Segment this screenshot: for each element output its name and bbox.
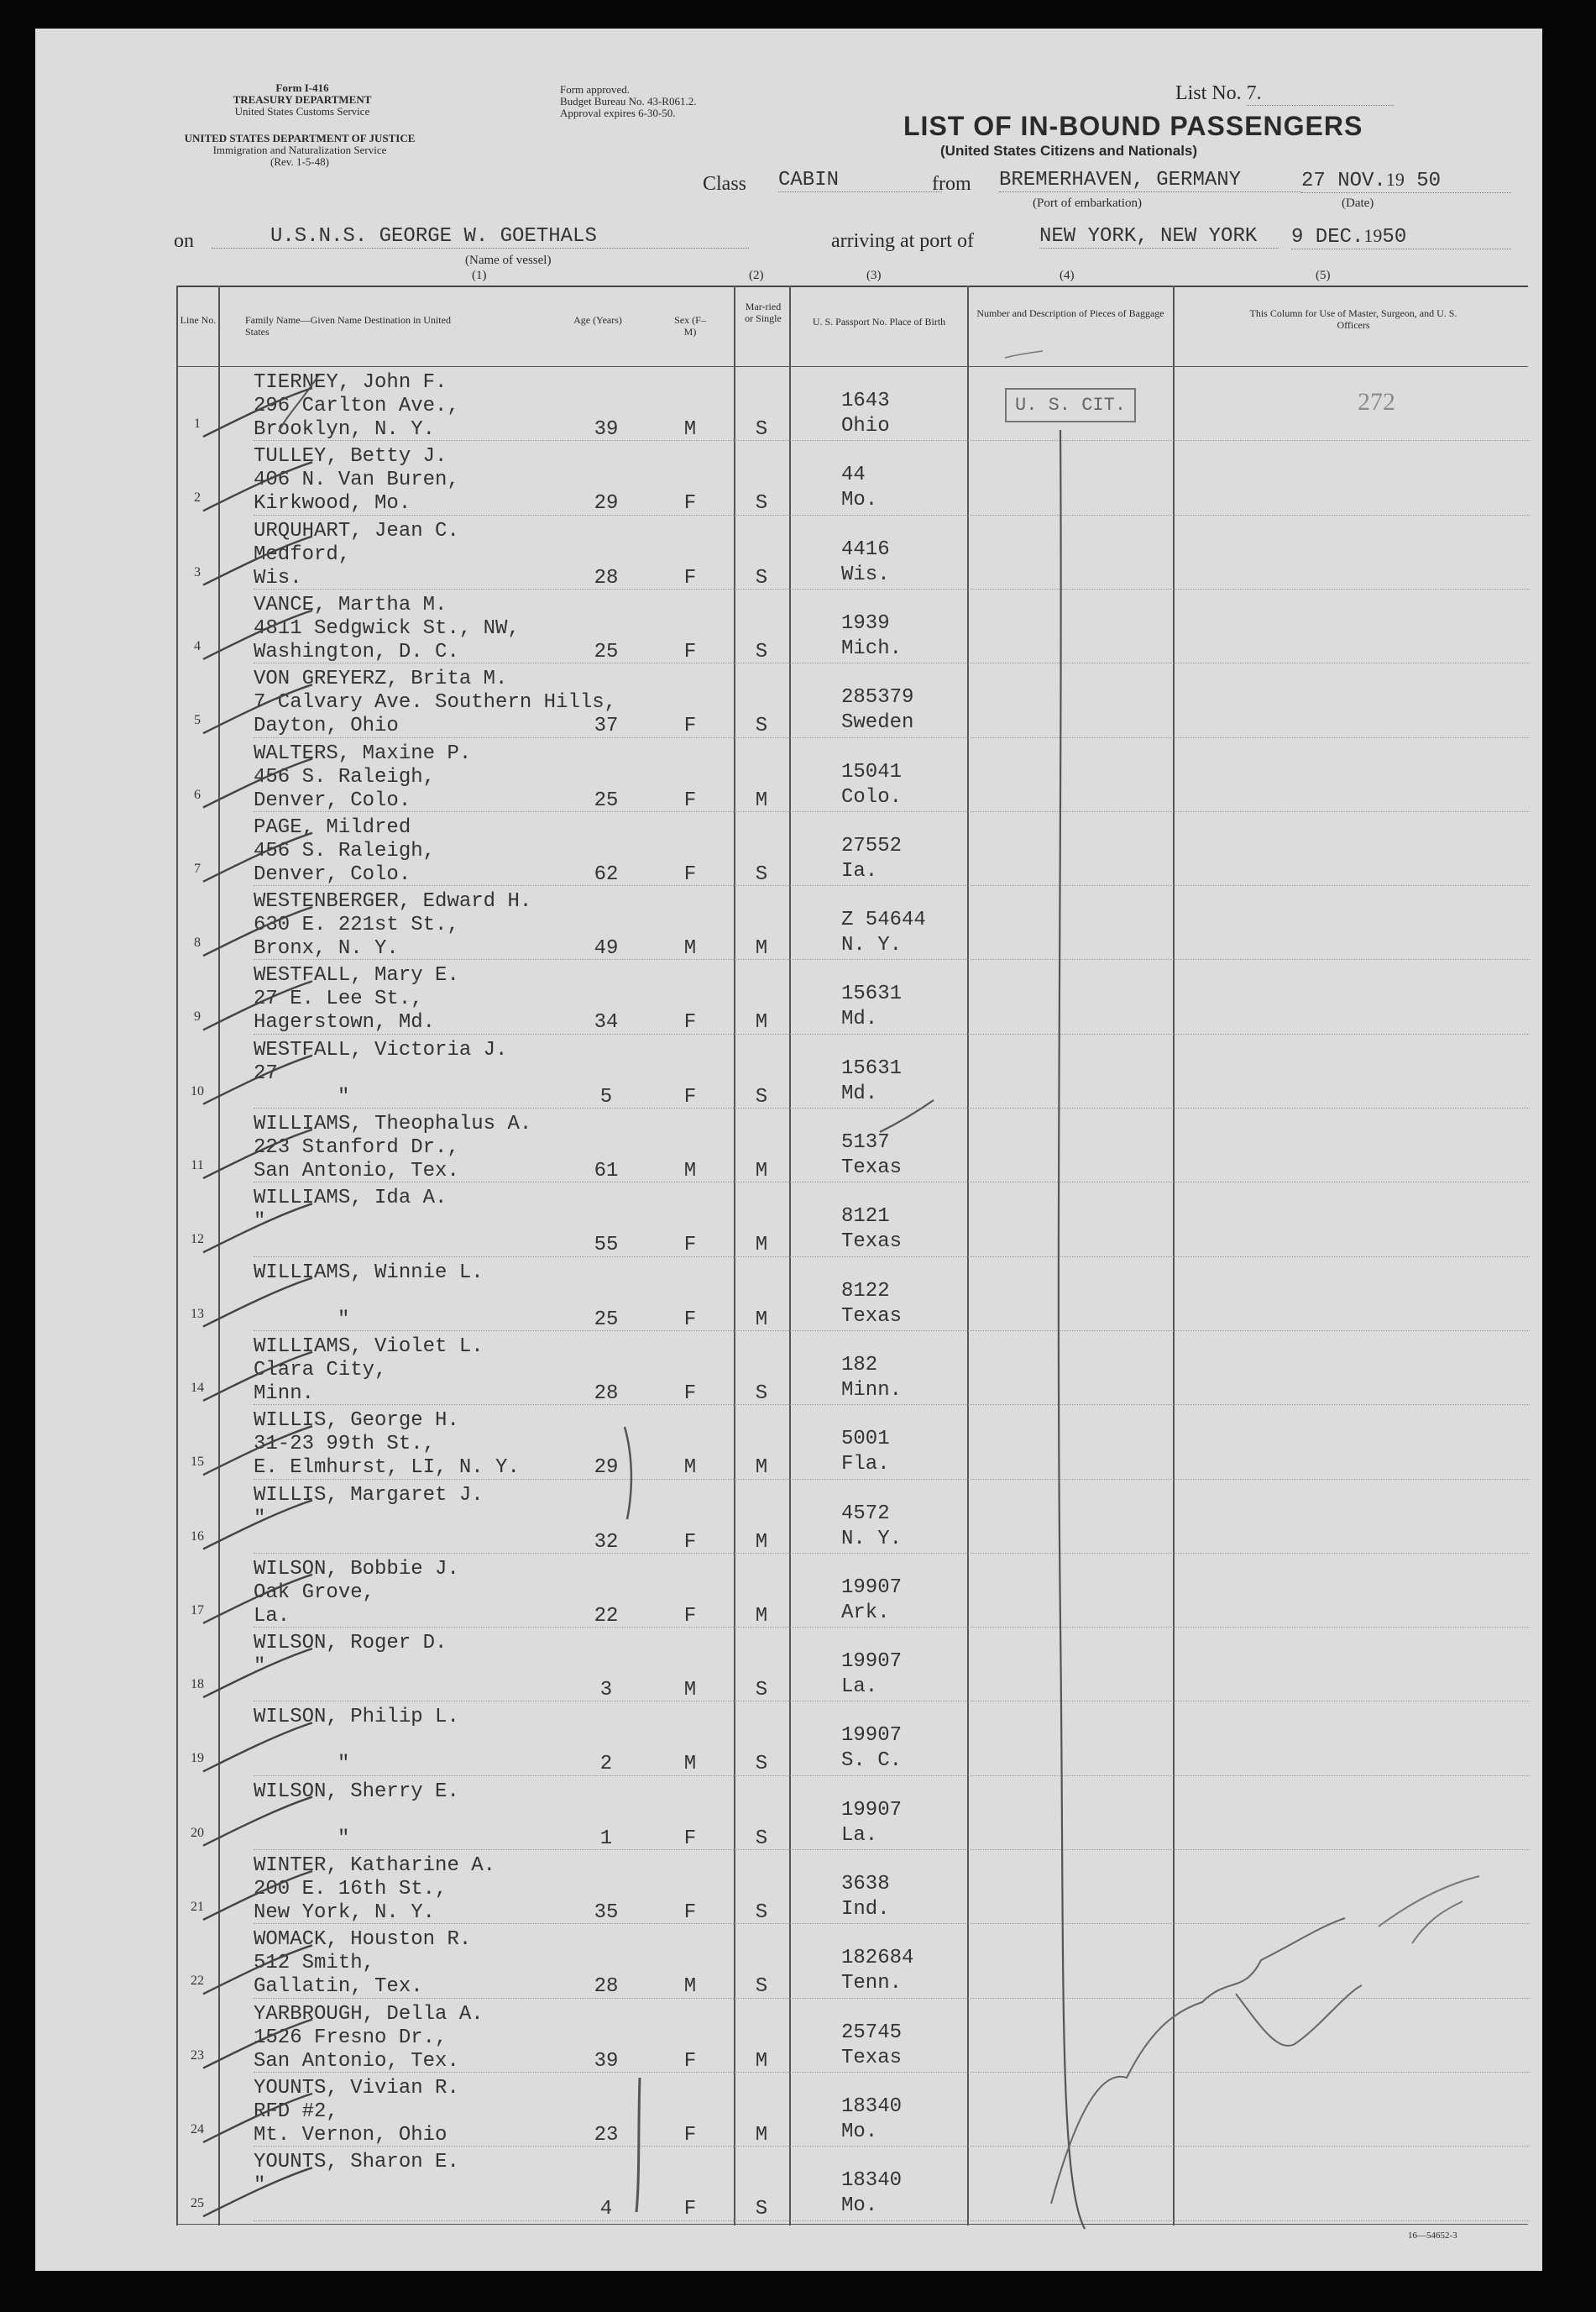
passenger-name: WESTFALL, Victoria J. [254, 1038, 508, 1062]
passenger-sex: F [683, 1827, 697, 1850]
passenger-name: WILLIAMS, Winnie L. [254, 1261, 484, 1284]
passenger-age: 4 [599, 2198, 613, 2221]
place-of-birth: Tenn. [841, 1972, 903, 1995]
passport-number: 4416 [841, 537, 890, 561]
passenger-marital-status: M [755, 789, 768, 812]
passenger-address-line1: " [254, 1507, 266, 1530]
passenger-sex: F [683, 1234, 697, 1257]
page-subtitle: (United States Citizens and Nationals) [940, 143, 1198, 159]
place-of-birth: N. Y. [841, 934, 903, 957]
passenger-age: 34 [594, 1011, 619, 1035]
passenger-address-line2: Kirkwood, Mo. [254, 492, 411, 516]
passenger-marital-status: S [755, 492, 768, 516]
row-divider [254, 1849, 1530, 1850]
col-header-married: Mar-ried or Single [745, 301, 782, 324]
passenger-address-line1: 456 S. Raleigh, [254, 765, 436, 789]
passenger-name: WESTFALL, Mary E. [254, 964, 459, 988]
passenger-marital-status: S [755, 418, 768, 441]
passenger-age: 29 [594, 1456, 619, 1480]
passport-number: 19907 [841, 1724, 903, 1748]
passenger-name: WILLIAMS, Violet L. [254, 1334, 484, 1358]
passenger-marital-status: S [755, 1085, 768, 1109]
place-of-birth: La. [841, 1675, 878, 1699]
passenger-sex: F [683, 2198, 697, 2221]
passenger-address-line2: Hagerstown, Md. [254, 1011, 436, 1035]
passenger-sex: M [683, 1456, 697, 1480]
passenger-age: 29 [594, 492, 619, 516]
passenger-address-line1: 512 Smith, [254, 1952, 375, 1975]
passenger-address-line2: San Antonio, Tex. [254, 2049, 459, 2073]
row-divider [254, 440, 1530, 441]
col-number-3: (3) [866, 269, 882, 282]
passenger-marital-status: M [755, 2049, 768, 2073]
passenger-marital-status: S [755, 1827, 768, 1850]
line-number: 20 [191, 1825, 204, 1840]
passenger-sex: F [683, 862, 697, 886]
passenger-address-line1: 200 E. 16th St., [254, 1878, 447, 1900]
arrival-port: NEW YORK, NEW YORK [1039, 225, 1279, 249]
passenger-marital-status: S [755, 1679, 768, 1702]
passport-number: 18340 [841, 2094, 903, 2118]
passenger-age: 32 [594, 1530, 619, 1554]
passenger-sex: F [683, 1901, 697, 1924]
col-header-passport: U. S. Passport No. Place of Birth [812, 316, 946, 328]
row-divider [254, 1479, 1530, 1480]
passenger-address-line1: 27 [254, 1062, 278, 1085]
place-of-birth: Texas [841, 2046, 903, 2069]
passenger-age: 5 [599, 1085, 613, 1109]
row-divider [254, 1256, 1530, 1257]
passenger-age: 61 [594, 1160, 619, 1182]
row-divider [254, 589, 1530, 590]
passenger-sex: M [683, 418, 697, 441]
passenger-sex: F [683, 566, 697, 590]
passenger-name: YOUNTS, Sharon E. [254, 2151, 459, 2174]
passenger-age: 25 [594, 1308, 619, 1331]
place-of-birth: Mich. [841, 637, 903, 660]
passenger-name: WILSON, Philip L. [254, 1706, 459, 1729]
row-divider [254, 811, 1530, 812]
line-no-divider [218, 286, 220, 2225]
passenger-age: 28 [594, 1381, 619, 1405]
passenger-address-line1: 4811 Sedgwick St., NW, [254, 616, 520, 640]
passenger-sex: F [683, 715, 697, 738]
us-citizen-stamp: U. S. CIT. [1005, 388, 1136, 422]
passenger-address-line1: Oak Grove, [254, 1581, 375, 1604]
passenger-age: 25 [594, 640, 619, 663]
passport-number: 8121 [841, 1205, 890, 1229]
passenger-address-line2: Wis. [254, 566, 302, 590]
approval-block [560, 84, 696, 119]
passport-number: Z 54644 [841, 909, 926, 932]
passenger-marital-status: M [755, 1308, 768, 1331]
row-divider [254, 515, 1530, 516]
line-number: 21 [191, 1900, 204, 1914]
line-number: 2 [194, 490, 201, 506]
row-divider [254, 2146, 1530, 2147]
passenger-marital-status: M [755, 1530, 768, 1554]
arrival-day-month: 9 DEC. [1291, 226, 1364, 249]
passenger-sex: M [683, 1160, 697, 1182]
passenger-marital-status: M [755, 1160, 768, 1182]
passenger-address-line2: " [338, 1827, 350, 1850]
passenger-name: WOMACK, Houston R. [254, 1928, 472, 1952]
line-number: 17 [191, 1602, 204, 1617]
place-of-birth: Ia. [841, 859, 878, 883]
row-divider [254, 1553, 1530, 1554]
footer-code: 16—54652-3 [1408, 2231, 1457, 2241]
passport-number: 44 [841, 464, 866, 487]
arriving-label: arriving at port of [831, 230, 974, 252]
place-of-birth: Mo. [841, 489, 878, 512]
passenger-address-line1: 630 E. 221st St., [254, 914, 459, 937]
passport-number: 18340 [841, 2169, 903, 2193]
on-label: on [174, 230, 194, 252]
passenger-sex: F [683, 1085, 697, 1109]
line-number: 4 [194, 638, 201, 653]
passport-number: 182 [841, 1353, 878, 1376]
line-number: 24 [191, 2121, 204, 2136]
passenger-address-line1: 296 Carlton Ave., [254, 395, 459, 417]
officer-number: 272 [1358, 388, 1395, 416]
place-of-birth: Ind. [841, 1898, 890, 1921]
passenger-address-line2: Denver, Colo. [254, 862, 411, 886]
passenger-marital-status: S [755, 1975, 768, 1999]
passenger-name: VON GREYERZ, Brita M. [254, 668, 508, 691]
line-number: 1 [194, 417, 201, 431]
passenger-name: YOUNTS, Vivian R. [254, 2076, 459, 2100]
passenger-age: 1 [599, 1827, 613, 1850]
approval-line: Form approved. [560, 83, 631, 96]
passenger-marital-status: S [755, 1901, 768, 1924]
line-number: 25 [191, 2196, 204, 2211]
passport-number: 5001 [841, 1428, 890, 1451]
doj-block [170, 133, 430, 168]
passenger-sex: F [683, 1011, 697, 1035]
place-of-birth: Ark. [841, 1601, 890, 1624]
passenger-address-line2: San Antonio, Tex. [254, 1160, 459, 1182]
col-number-5: (5) [1316, 269, 1331, 282]
passport-number: 15631 [841, 983, 903, 1006]
col-header-sex: Sex (F–M) [674, 314, 706, 338]
manifest-page [35, 29, 1542, 2271]
passport-number: 3638 [841, 1873, 890, 1895]
port-caption: (Port of embarkation) [1033, 197, 1142, 210]
line-number: 12 [191, 1232, 204, 1247]
row-divider [254, 2220, 1530, 2221]
place-of-birth: La. [841, 1823, 878, 1847]
passenger-name: WESTENBERGER, Edward H. [254, 890, 532, 914]
col-header-line-no: Line No. [180, 314, 217, 326]
passenger-address-line1: " [254, 1655, 266, 1679]
ins-label: Immigration and Naturalization Service [212, 144, 387, 156]
col-number-4: (4) [1060, 269, 1075, 282]
passenger-address-line2: Gallatin, Tex. [254, 1975, 423, 1999]
passenger-sex: M [683, 1753, 697, 1776]
passenger-address-line1: 31-23 99th St., [254, 1433, 436, 1456]
row-divider [254, 2072, 1530, 2073]
passenger-age: 39 [594, 2049, 619, 2073]
passenger-address-line2: Mt. Vernon, Ohio [254, 2123, 447, 2147]
col-header-officers: This Column for Use of Master, Surgeon, and U. S. Officers [1249, 307, 1457, 331]
col-header-name: Family Name—Given Name Destination in United States [245, 314, 451, 338]
passenger-marital-status: S [755, 640, 768, 663]
passenger-address-line1: 406 N. Van Buren, [254, 469, 459, 492]
row-divider [254, 737, 1530, 738]
row-divider [254, 1998, 1530, 1999]
place-of-birth: Fla. [841, 1453, 890, 1476]
rev-label: (Rev. 1-5-48) [270, 155, 329, 168]
passenger-address-line1: 7 Calvary Ave. Southern Hills, [254, 691, 617, 715]
treasury-label: TREASURY DEPARTMENT [233, 93, 372, 106]
line-number: 19 [191, 1751, 204, 1766]
line-number: 22 [191, 1974, 204, 1989]
passenger-address-line2: E. Elmhurst, LI, N. Y. [254, 1456, 520, 1480]
line-number: 5 [194, 713, 201, 728]
departure-day-month: 27 NOV. [1301, 170, 1386, 192]
passenger-name: WILLIS, George H. [254, 1409, 459, 1433]
passport-number: 1939 [841, 611, 890, 635]
passenger-age: 3 [599, 1679, 613, 1702]
table-left-border [176, 286, 178, 2225]
passenger-age: 28 [594, 1975, 619, 1999]
passenger-address-line2: Denver, Colo. [254, 789, 411, 812]
place-of-birth: Texas [841, 1304, 903, 1328]
passenger-address-line1: 27 E. Lee St., [254, 988, 423, 1011]
line-number: 10 [191, 1083, 204, 1098]
passenger-address-line2: " [338, 1308, 350, 1331]
from-label: from [932, 173, 971, 195]
passenger-name: WILSON, Roger D. [254, 1632, 447, 1655]
table-header-rule [176, 366, 1528, 367]
row-divider [254, 1627, 1530, 1628]
passenger-marital-status: S [755, 1381, 768, 1405]
passenger-sex: F [683, 2049, 697, 2073]
class-value: CABIN [778, 169, 942, 192]
col-header-baggage: Number and Description of Pieces of Baggage [976, 307, 1164, 319]
passenger-name: VANCE, Martha M. [254, 593, 447, 616]
passport-number: 19907 [841, 1798, 903, 1822]
passenger-sex: M [683, 1975, 697, 1999]
passport-number: 19907 [841, 1650, 903, 1674]
passenger-address-line1: " [254, 2174, 266, 2198]
col-number-2: (2) [749, 269, 764, 282]
passenger-address-line1: Medford, [254, 543, 351, 566]
row-divider [254, 959, 1530, 960]
place-of-birth: Minn. [841, 1378, 903, 1402]
passenger-marital-status: S [755, 862, 768, 886]
passenger-name: WILSON, Bobbie J. [254, 1557, 459, 1581]
passport-number: 285379 [841, 686, 914, 710]
page-title: LIST OF IN-BOUND PASSENGERS [903, 111, 1363, 141]
passenger-sex: F [683, 2123, 697, 2147]
passenger-age: 62 [594, 862, 619, 886]
place-of-birth: Colo. [841, 785, 903, 809]
doj-label: UNITED STATES DEPARTMENT OF JUSTICE [184, 132, 416, 144]
row-divider [254, 1330, 1530, 1331]
departure-year-prefix: 19 [1385, 169, 1405, 190]
place-of-birth: Wis. [841, 563, 890, 586]
list-no-label: List No. [1175, 82, 1242, 104]
passenger-sex: F [683, 1381, 697, 1405]
passport-number: 19907 [841, 1575, 903, 1599]
passenger-age: 37 [594, 715, 619, 738]
passenger-marital-status: S [755, 566, 768, 590]
passenger-name: URQUHART, Jean C. [254, 519, 459, 543]
line-number: 7 [194, 861, 201, 876]
table-bottom-rule [176, 2224, 1528, 2225]
passenger-marital-status: M [755, 2123, 768, 2147]
passenger-address-line1: 1526 Fresno Dr., [254, 2026, 447, 2049]
passport-number: 4572 [841, 1502, 890, 1525]
passenger-sex: F [683, 1604, 697, 1628]
row-divider [254, 885, 1530, 886]
passenger-name: PAGE, Mildred [254, 815, 411, 839]
passenger-age: 55 [594, 1234, 619, 1257]
passenger-name: WILLIS, Margaret J. [254, 1483, 484, 1507]
arrival-year-suffix: 50 [1382, 226, 1407, 249]
line-number: 14 [191, 1380, 204, 1395]
passenger-sex: F [683, 640, 697, 663]
passenger-marital-status: M [755, 1456, 768, 1480]
place-of-birth: Md. [841, 1008, 878, 1031]
place-of-birth: Texas [841, 1230, 903, 1254]
customs-label: United States Customs Service [234, 105, 370, 118]
passenger-age: 39 [594, 418, 619, 441]
passenger-marital-status: M [755, 1011, 768, 1035]
passenger-sex: F [683, 1530, 697, 1554]
table-top-rule [176, 286, 1528, 287]
passenger-age: 22 [594, 1604, 619, 1628]
passport-number: 8122 [841, 1279, 890, 1303]
port-of-embarkation: BREMERHAVEN, GERMANY [999, 169, 1301, 192]
row-divider [254, 1108, 1530, 1109]
passenger-address-line2: Dayton, Ohio [254, 715, 399, 738]
departure-year-suffix: 50 [1416, 170, 1442, 192]
passenger-age: 49 [594, 937, 619, 961]
passenger-sex: F [683, 1308, 697, 1331]
passenger-name: WILSON, Sherry E. [254, 1780, 459, 1803]
row-divider [254, 1775, 1530, 1776]
class-label: Class [703, 173, 747, 195]
passenger-age: 25 [594, 789, 619, 812]
departure-date [1301, 169, 1511, 193]
passenger-age: 23 [594, 2123, 619, 2147]
col-number-1: (1) [472, 269, 487, 282]
passenger-name: WILLIAMS, Ida A. [254, 1187, 447, 1210]
passenger-name: WALTERS, Maxine P. [254, 742, 472, 765]
place-of-birth: Md. [841, 1082, 878, 1105]
form-number: Form I-416 [275, 81, 329, 94]
passenger-marital-status: M [755, 937, 768, 961]
approval-line: Approval expires 6-30-50. [560, 107, 676, 119]
vessel-name: U.S.N.S. GEORGE W. GOETHALS [212, 225, 749, 249]
row-divider [254, 1923, 1530, 1924]
place-of-birth: Mo. [841, 2194, 878, 2218]
passenger-address-line1: " [254, 1210, 266, 1234]
passenger-marital-status: S [755, 2198, 768, 2221]
line-number: 6 [194, 787, 201, 802]
passport-number: 27552 [841, 834, 903, 857]
passport-number: 1643 [841, 390, 890, 412]
place-of-birth: Texas [841, 1156, 903, 1179]
passenger-age: 2 [599, 1753, 613, 1776]
line-number: 11 [191, 1158, 204, 1172]
passenger-address-line1: 456 S. Raleigh, [254, 839, 436, 862]
vessel-caption: (Name of vessel) [465, 254, 552, 267]
place-of-birth: Sweden [841, 711, 914, 735]
passenger-sex: F [683, 789, 697, 812]
passenger-sex: M [683, 937, 697, 961]
line-number: 8 [194, 936, 201, 951]
passenger-address-line2: Brooklyn, N. Y. [254, 418, 436, 441]
passenger-marital-status: S [755, 1753, 768, 1776]
passenger-marital-status: S [755, 715, 768, 738]
arrival-year-prefix: 19 [1363, 225, 1383, 246]
passenger-address-line2: " [338, 1753, 350, 1776]
passenger-marital-status: M [755, 1234, 768, 1257]
line-number: 23 [191, 2047, 204, 2063]
passenger-age: 35 [594, 1901, 619, 1924]
passenger-name: TIERNEY, John F. [254, 371, 447, 394]
passenger-sex: F [683, 492, 697, 516]
passenger-address-line2: New York, N. Y. [254, 1901, 436, 1924]
passenger-name: TULLEY, Betty J. [254, 445, 447, 469]
line-number: 9 [194, 1009, 201, 1025]
passenger-sex: M [683, 1679, 697, 1702]
passenger-address-line2: La. [254, 1604, 290, 1628]
place-of-birth: Mo. [841, 2120, 878, 2143]
line-number: 13 [191, 1306, 204, 1321]
passenger-marital-status: M [755, 1604, 768, 1628]
row-divider [254, 1034, 1530, 1035]
line-number: 3 [194, 564, 201, 579]
place-of-birth: S. C. [841, 1749, 903, 1773]
place-of-birth: N. Y. [841, 1527, 903, 1550]
passport-number: 25745 [841, 2021, 903, 2044]
passport-number: 5137 [841, 1131, 890, 1154]
col-header-age: Age (Years) [573, 314, 622, 326]
passenger-address-line1: 223 Stanford Dr., [254, 1136, 459, 1159]
passenger-address-line2: " [338, 1085, 350, 1109]
line-number: 16 [191, 1528, 204, 1544]
passenger-address-line2: Washington, D. C. [254, 640, 459, 663]
line-number: 15 [191, 1455, 204, 1470]
list-no-value: 7. [1247, 82, 1394, 106]
arrival-date [1291, 225, 1511, 249]
passenger-address-line2: Bronx, N. Y. [254, 937, 399, 961]
approval-line: Budget Bureau No. 43-R061.2. [560, 95, 697, 107]
line-number: 18 [191, 1677, 204, 1692]
passenger-address-line2: Minn. [254, 1381, 315, 1405]
passenger-age: 28 [594, 566, 619, 590]
row-divider [254, 1404, 1530, 1405]
passport-number: 15631 [841, 1056, 903, 1080]
passenger-address-line1: RFD #2, [254, 2100, 338, 2123]
passenger-name: WILLIAMS, Theophalus A. [254, 1113, 532, 1135]
passenger-name: WINTER, Katharine A. [254, 1854, 496, 1877]
passenger-name: YARBROUGH, Della A. [254, 2002, 484, 2026]
passport-number: 15041 [841, 760, 903, 784]
date-caption: (Date) [1342, 197, 1374, 210]
passport-number: 182684 [841, 1947, 914, 1970]
list-number [1175, 82, 1394, 106]
place-of-birth: Ohio [841, 415, 890, 438]
form-block [210, 82, 395, 118]
passenger-address-line1: Clara City, [254, 1358, 387, 1381]
